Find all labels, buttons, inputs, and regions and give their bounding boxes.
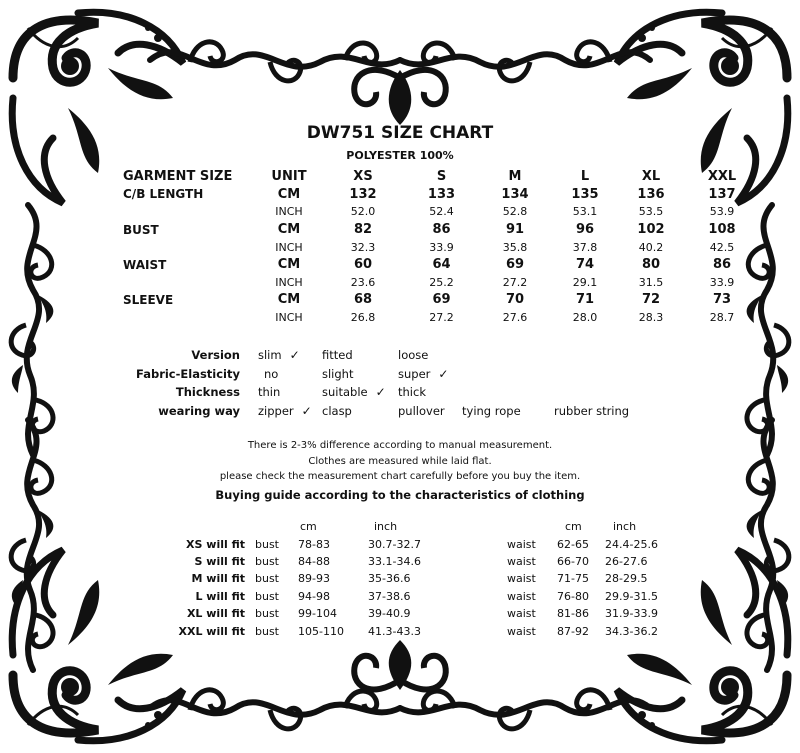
unit-cell: INCH [275,275,303,289]
value-cell: 52.8 [502,205,528,219]
table-row: waist 62-65 24.4-25.6 [507,537,658,551]
option-tying-rope: tying rope [462,403,521,418]
page-title: DW751 SIZE CHART [306,123,494,143]
option-clasp: clasp [322,403,352,418]
value-cell: 135 [571,186,599,202]
header-cell: XL [641,169,661,185]
measure-label: C/B LENGTH [123,187,204,202]
value-cell: 53.5 [638,205,664,219]
table-row: XL will fit bust 99-104 39-40.9 [186,607,411,621]
option-loose: loose [398,348,429,363]
value-cell: 80 [641,257,661,273]
check-mark-icon: ✓ [301,403,312,418]
feature-row [120,346,654,365]
value-cell: 136 [637,186,665,202]
unit-cell: CM [277,186,301,202]
value-cell: 72 [641,292,661,308]
value-cell: 23.6 [350,275,376,289]
value-cell: 86 [432,222,451,238]
table-row: XS will fit bust 78-83 30.7-32.7 [186,537,421,551]
feature-label: Thickness [175,385,240,400]
option-rubber-string: rubber string [554,403,630,418]
bust-guide-table [150,518,448,640]
inch-header: inch [374,520,398,534]
value-cell: 33.9 [429,240,454,254]
header-cell: L [580,169,590,185]
table-row [123,203,762,221]
value-cell: 134 [501,186,529,202]
feature-row [120,402,654,421]
feature-row [120,383,654,402]
measure-label: WAIST [123,257,167,272]
value-cell: 53.1 [572,205,598,219]
check-mark-icon: ✓ [438,366,449,381]
header-cell: UNIT [271,169,307,185]
table-row: waist 71-75 28-29.5 [507,572,648,586]
option-zipper: zipper ✓ [258,403,312,418]
value-cell: 96 [575,222,595,238]
value-cell: 73 [712,292,732,308]
value-cell: 52.0 [350,205,376,219]
header-cell: M [508,169,522,185]
option-fitted: fitted [322,348,353,363]
value-cell: 53.9 [709,205,735,219]
feature-label: Fabric-Elasticity [136,366,240,381]
feature-label: Version [191,348,240,363]
cm-header: cm [565,520,582,534]
value-cell: 71 [575,292,595,308]
value-cell: 68 [353,292,373,308]
value-cell: 26.8 [350,311,376,325]
value-cell: 40.2 [638,240,664,254]
value-cell: 91 [505,222,525,238]
value-cell: 69 [505,257,525,273]
header-cell: XS [353,169,373,185]
table-row [123,256,762,274]
value-cell: 137 [708,186,736,202]
option-pullover: pullover [398,403,445,418]
unit-cell: INCH [275,311,303,325]
value-cell: 28.3 [638,311,664,325]
material-subtitle: POLYESTER 100% [346,149,454,162]
value-cell: 74 [575,257,595,273]
measure-label: BUST [123,222,159,237]
unit-cell: CM [277,222,301,238]
table-row: S will fit bust 84-88 33.1-34.6 [194,554,421,568]
value-cell: 35.8 [502,240,528,254]
value-cell: 28.0 [572,311,598,325]
table-row [123,291,762,309]
note-line: please check the measurement chart carefully before you buy the item. [219,471,581,482]
value-cell: 31.5 [638,275,664,289]
size-table-header [123,168,762,186]
value-cell: 82 [353,222,373,238]
value-cell: 70 [505,292,525,308]
features-table [120,346,654,420]
guide-header [150,518,448,535]
table-row [123,309,762,327]
check-mark-icon: ✓ [375,385,386,400]
inch-header: inch [613,520,637,534]
value-cell: 25.2 [429,275,454,289]
value-cell: 86 [712,257,732,273]
option-slim: slim ✓ [258,348,300,363]
option-super: super ✓ [398,366,449,381]
table-row [123,238,762,256]
value-cell: 27.2 [429,311,454,325]
header-cell: XXL [707,169,737,185]
table-row: waist 81-86 31.9-33.9 [507,607,658,621]
note-line: There is 2-3% difference according to manual measurement. [247,440,553,451]
table-row: XXL will fit bust 105-110 41.3-43.3 [178,624,421,638]
option-slight: slight [322,366,354,381]
unit-cell: INCH [275,205,303,219]
table-row [123,186,762,204]
option-thin: thin [258,385,281,400]
check-mark-icon: ✓ [289,348,300,363]
table-row: waist 66-70 26-27.6 [507,554,648,568]
value-cell: 37.8 [572,240,598,254]
value-cell: 42.5 [709,240,735,254]
table-row: waist 76-80 29.9-31.5 [507,589,658,603]
value-cell: 27.6 [502,311,528,325]
guide-header [507,518,685,535]
value-cell: 108 [708,222,736,238]
size-table [123,168,762,326]
table-row [123,274,762,292]
feature-row [120,365,654,384]
value-cell: 102 [637,222,665,238]
unit-cell: INCH [275,240,303,254]
value-cell: 60 [353,257,373,273]
value-cell: 27.2 [502,275,528,289]
measure-label: SLEEVE [123,292,174,307]
header-cell: S [436,169,447,185]
unit-cell: CM [277,257,301,273]
table-row: waist 87-92 34.3-36.2 [507,624,658,638]
value-cell: 133 [427,186,456,202]
measurement-notes [0,438,800,485]
value-cell: 64 [432,257,451,273]
value-cell: 52.4 [429,205,454,219]
table-row: L will fit bust 94-98 37-38.6 [195,589,411,603]
value-cell: 28.7 [709,311,735,325]
option-thick: thick [398,385,426,400]
value-cell: 29.1 [572,275,598,289]
option-suitable: suitable ✓ [322,385,386,400]
waist-guide-table [507,518,685,640]
table-row [123,221,762,239]
header-cell: GARMENT SIZE [123,169,233,185]
value-cell: 69 [432,292,451,308]
cm-header: cm [300,520,317,534]
option-no: no [264,366,279,381]
note-line: Clothes are measured while laid flat. [308,455,492,467]
value-cell: 32.3 [350,240,376,254]
table-row: M will fit bust 89-93 35-36.6 [191,572,411,586]
unit-cell: CM [277,292,301,308]
value-cell: 33.9 [709,275,735,289]
buying-guide-title: Buying guide according to the characteristics of clothing [215,488,585,502]
value-cell: 132 [349,186,377,202]
feature-label: wearing way [158,403,240,418]
